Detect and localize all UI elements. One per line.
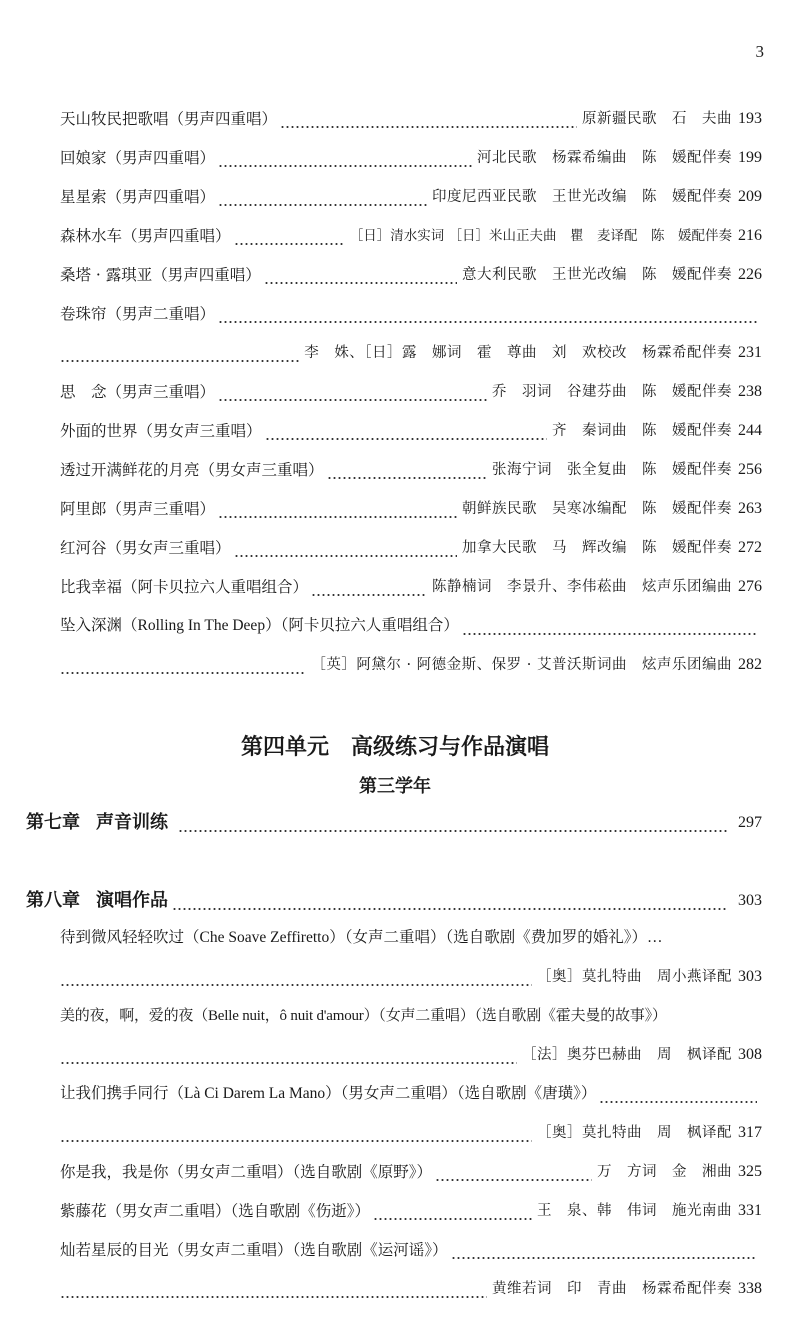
chapter-entry-7[interactable]: [26, 808, 762, 834]
dot-leader: [451, 1241, 757, 1261]
dot-leader: [60, 656, 306, 676]
dot-leader: [234, 539, 457, 559]
toc-entry[interactable]: [60, 1001, 762, 1027]
entry-title: 阿里郎（男声三重唱）: [60, 500, 216, 518]
entry-title: 让我们携手同行（Là Ci Darem La Mano）（男女声二重唱）（选自歌剧《唐璜》）: [60, 1085, 597, 1102]
toc-entry[interactable]: [60, 221, 762, 247]
entry-credit: ［奥］莫扎特曲 周 枫译配: [537, 1125, 732, 1141]
toc-entry[interactable]: [60, 299, 762, 325]
toc-entry[interactable]: [60, 611, 762, 637]
toc-entry-continuation[interactable]: [60, 1040, 762, 1066]
toc-entry[interactable]: [60, 104, 762, 130]
entry-title: 外面的世界（男女声三重唱）: [60, 422, 262, 440]
entry-page-number: 276: [738, 578, 762, 595]
dot-leader: [60, 968, 532, 988]
dot-leader: [218, 305, 757, 325]
chapter-entry-8[interactable]: [26, 886, 762, 912]
entry-credit: 陈静楠词 李景升、李伟菘曲 炫声乐团编曲: [432, 579, 732, 595]
entry-credit: 河北民歌 杨霖希编曲 陈 媛配伴奏: [477, 150, 732, 166]
toc-entry[interactable]: [60, 1157, 762, 1183]
entry-credit: 万 方词 金 湘曲: [597, 1164, 732, 1180]
entry-title: 坠入深渊（Rolling In The Deep）（阿卡贝拉六人重唱组合）: [60, 617, 459, 634]
dot-leader: [218, 188, 427, 208]
toc-entry-continuation[interactable]: [60, 962, 762, 988]
entry-title: 透过开满鲜花的月亮（男女声三重唱）: [60, 461, 324, 479]
entry-page-number: 244: [738, 422, 762, 439]
toc-entry-continuation[interactable]: [60, 650, 762, 676]
dot-leader: [60, 344, 299, 364]
entry-title: 天山牧民把歌唱（男声四重唱）: [60, 110, 278, 128]
entry-page-number: 331: [738, 1202, 762, 1219]
entry-title: 美的夜，啊，爱的夜（Belle nuit，ô nuit d'amour）（女声二重唱）（选自歌剧《霍夫曼的故事》）: [60, 1008, 667, 1024]
dot-leader: [218, 149, 472, 169]
entry-title: 紫藤花（男女声二重唱）（选自歌剧《伤逝》）: [60, 1202, 371, 1220]
entry-page-number: 238: [738, 383, 762, 400]
toc-entry[interactable]: [60, 1235, 762, 1261]
chapter-label: 第七章: [26, 812, 80, 833]
entry-credit: 原新疆民歌 石 夫曲: [582, 111, 732, 127]
entry-credit: 张海宁词 张全复曲 陈 媛配伴奏: [492, 462, 732, 478]
dot-leader: [218, 383, 487, 403]
toc-entry[interactable]: [60, 572, 762, 598]
entry-title: 红河谷（男女声三重唱）: [60, 539, 231, 557]
entry-title: 星星索（男声四重唱）: [60, 188, 216, 206]
toc-entry-continuation[interactable]: [60, 1274, 762, 1300]
unit-heading: 第四单元 高级练习与作品演唱: [240, 735, 549, 760]
entry-credit: ［法］奥芬巴赫曲 周 枫译配: [522, 1047, 732, 1063]
toc-entry-continuation[interactable]: [60, 1118, 762, 1144]
dot-leader: [327, 461, 487, 481]
entry-credit: 加拿大民歌 马 辉改编 陈 媛配伴奏: [462, 540, 732, 556]
year-heading: 第三学年: [359, 776, 431, 797]
entry-title: 待到微风轻轻吹过（Che Soave Zeffiretto）（女声二重唱）（选自歌剧《费加罗的婚礼》）…: [60, 929, 663, 946]
dot-leader: [178, 814, 727, 834]
entry-page-number: 317: [738, 1124, 762, 1141]
chapter-label: 第八章: [26, 890, 80, 911]
entry-title: 森林水车（男声四重唱）: [60, 227, 231, 245]
dot-leader: [435, 1163, 592, 1183]
entry-title: 思 念（男声三重唱）: [60, 383, 216, 401]
dot-leader: [264, 266, 457, 286]
entry-page-number: 226: [738, 266, 762, 283]
entry-credit: 乔 羽词 谷建芬曲 陈 媛配伴奏: [492, 384, 732, 400]
entry-title: 你是我，我是你（男女声二重唱）（选自歌剧《原野》）: [60, 1163, 433, 1181]
dot-leader: [311, 578, 427, 598]
entry-title: 回娘家（男声四重唱）: [60, 149, 216, 167]
entry-credit: 齐 秦词曲 陈 媛配伴奏: [552, 423, 732, 439]
dot-leader: [60, 1280, 487, 1300]
entry-page-number: 199: [738, 149, 762, 166]
toc-entry[interactable]: [60, 923, 762, 949]
entry-credit: 王 泉、韩 伟词 施光南曲: [537, 1203, 732, 1219]
toc-entry[interactable]: [60, 455, 762, 481]
chapter-name: 声音训练: [96, 812, 168, 833]
entry-credit: 李 姝、［日］露 娜词 霍 尊曲 刘 欢校改 杨霖希配伴奏: [304, 345, 732, 361]
entry-title: 桑塔 · 露琪亚（男声四重唱）: [60, 266, 261, 284]
dot-leader: [462, 617, 757, 637]
dot-leader: [265, 422, 547, 442]
entry-page-number: 297: [738, 814, 762, 831]
toc-entry[interactable]: [60, 182, 762, 208]
dot-leader: [60, 1124, 532, 1144]
entry-credit: 黄维若词 印 青曲 杨霖希配伴奏: [492, 1281, 732, 1297]
toc-entry[interactable]: [60, 416, 762, 442]
entry-page-number: 308: [738, 1046, 762, 1063]
entry-credit: ［日］清水实词 ［日］米山正夫曲 瞿 麦译配 陈 媛配伴奏: [349, 228, 732, 244]
dot-leader: [599, 1085, 757, 1105]
entry-page-number: 216: [738, 227, 762, 244]
entry-page-number: 325: [738, 1163, 762, 1180]
entry-title: 比我幸福（阿卡贝拉六人重唱组合）: [60, 578, 309, 596]
dot-leader: [172, 892, 727, 912]
toc-entry[interactable]: [60, 494, 762, 520]
toc-entry[interactable]: [60, 260, 762, 286]
entry-title: 灿若星辰的目光（男女声二重唱）（选自歌剧《运河谣》）: [60, 1241, 448, 1259]
toc-entry[interactable]: [60, 533, 762, 559]
entry-credit: 印度尼西亚民歌 王世光改编 陈 媛配伴奏: [432, 189, 732, 205]
entry-title: 卷珠帘（男声二重唱）: [60, 305, 216, 323]
dot-leader: [60, 1046, 517, 1066]
entry-credit: 朝鲜族民歌 吴寒冰编配 陈 媛配伴奏: [462, 501, 732, 517]
dot-leader: [280, 110, 577, 130]
dot-leader: [234, 227, 345, 247]
entry-page-number: 272: [738, 539, 762, 556]
page-number: 3: [755, 42, 764, 61]
toc-entry[interactable]: [60, 377, 762, 403]
entry-page-number: 282: [738, 656, 762, 673]
toc-entry[interactable]: [60, 143, 762, 169]
entry-page-number: 231: [738, 344, 762, 361]
chapter-name: 演唱作品: [96, 890, 168, 911]
entry-page-number: 338: [738, 1280, 762, 1297]
entry-page-number: 209: [738, 188, 762, 205]
entry-credit: 意大利民歌 王世光改编 陈 媛配伴奏: [462, 267, 732, 283]
entry-page-number: 256: [738, 461, 762, 478]
toc-entry[interactable]: [60, 1079, 762, 1105]
dot-leader: [373, 1202, 532, 1222]
toc-entry-continuation[interactable]: [60, 338, 762, 364]
entry-credit: ［奥］莫扎特曲 周小燕译配: [537, 969, 732, 985]
entry-credit: ［英］阿黛尔 · 阿德金斯、保罗 · 艾普沃斯词曲 炫声乐团编曲: [311, 657, 732, 673]
entry-page-number: 263: [738, 500, 762, 517]
dot-leader: [218, 500, 457, 520]
toc-entry[interactable]: [60, 1196, 762, 1222]
entry-page-number: 303: [738, 968, 762, 985]
entry-page-number: 303: [738, 892, 762, 909]
entry-page-number: 193: [738, 110, 762, 127]
